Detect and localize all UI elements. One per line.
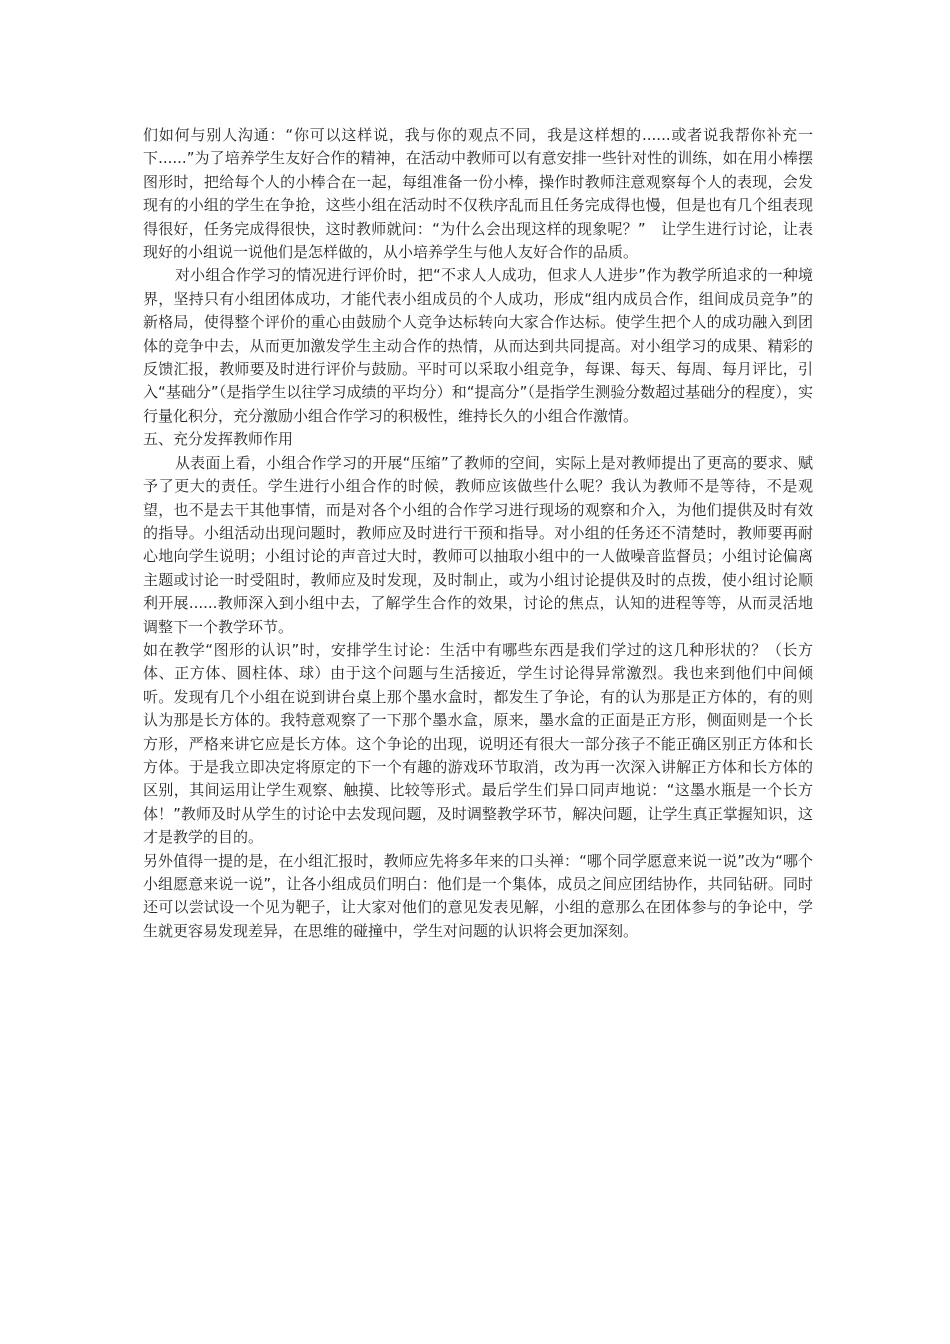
paragraph-group-report: 另外值得一提的是，在小组汇报时，教师应先将多年来的口头禅：“哪个同学愿意来说一说”改为“哪个小组愿意来说一说”，让各小组成员们明白：他们是一个集体，成员之间应团结协作，共同钻研。同时还可以尝试设一个见为靶子，让大家对他们的意见发表见解，小组的意那么在团体参与的争论中，学生就更容易发现差异，在思维的碰撞中，学生对问题的认识将会更加深刻。 bbox=[143, 851, 813, 940]
paragraph-shape-example: 如在教学“图形的认识”时，安排学生讨论：生活中有哪些东西是我们学过的这几种形状的？（长方体、正方体、圆柱体、球）由于这个问题与生活接近，学生讨论得异常激烈。我也来到他们中间倾听。发现有几个小组在说到讲台桌上那个墨水盒时，都发生了争论，有的认为那是正方体的，有的则认为那是长方体的。我特意观察了一下那个墨水盒，原来，墨水盒的正面是正方形，侧面则是一个长方形，严格来讲它应是长方体。这个争论的出现，说明还有很大一部分孩子不能正确区别正方体和长方体。于是我立即决定将原定的下一个有趣的游戏环节取消，改为再一次深入讲解正方体和长方体的区别，其间运用让学生观察、触摸、比较等形式。最后学生们异口同声地说：“这墨水瓶是一个长方体！”教师及时从学生的讨论中去发现问题，及时调整教学环节，解决问题，让学生真正掌握知识，这才是教学的目的。 bbox=[143, 640, 813, 847]
paragraph-evaluation: 对小组合作学习的情况进行评价时，把“不求人人成功，但求人人进步”作为教学所追求的一种境界，坚持只有小组团体成功，才能代表小组成员的个人成功，形成“组内成员合作，组间成员竞争”的新格局，使得整个评价的重心由鼓励个人竞争达标转向大家合作达标。使学生把个人的成功融入到团体的竞争中去，从而更加激发学生主动合作的热情，从而达到共同提高。对小组学习的成果、精彩的反馈汇报，教师要及时进行评价与鼓励。平时可以采取小组竞争，每课、每天、每周、每月评比，引入“基础分”（是指学生以往学习成绩的平均分）和“提高分”（是指学生测验分数超过基础分的程度），实行量化积分，充分激励小组合作学习的积极性，维持长久的小组合作激情。 bbox=[143, 266, 813, 425]
paragraph-teacher-role: 从表面上看，小组合作学习的开展“压缩”了教师的空间，实际上是对教师提出了更高的要求、赋予了更大的责任。学生进行小组合作的时候，教师应该做些什么呢？我认为教师不是等待，不是观望，也不是去干其他事情，而是对各个小组的合作学习进行现场的观察和介入，为他们提供及时有效的指导。小组活动出现问题时，教师应及时进行干预和指导。对小组的任务还不清楚时，教师要再耐心地向学生说明；小组讨论的声音过大时，教师可以抽取小组中的一人做噪音监督员；小组讨论偏离主题或讨论一时受阻时，教师应及时发现，及时制止，或为小组讨论提供及时的点拨，使小组讨论顺利开展......教师深入到小组中去，了解学生合作的效果，讨论的焦点，认知的进程等等，从而灵活地调整下一个教学环节。 bbox=[143, 453, 813, 636]
document-body bbox=[143, 124, 813, 943]
paragraph-communication: 们如何与别人沟通：“你可以这样说，我与你的观点不同，我是这样想的......或者说我帮你补充一下......”为了培养学生友好合作的精神，在活动中教师可以有意安排一些针对性的训练，如在用小棒摆图形时，把给每个人的小棒合在一起，每组准备一份小棒，操作时教师注意观察每个人的表现，会发现有的小组的学生在争抢，这些小组在活动时不仅秩序乱而且任务完成得也慢，但是也有几个组表现得很好，任务完成得很快，这时教师就问：“为什么会出现这样的现象呢？” 让学生进行讨论，让表现好的小组说一说他们是怎样做的，从小培养学生与他人友好合作的品质。 bbox=[143, 126, 813, 262]
section-heading-teacher-role: 五、充分发挥教师作用 bbox=[143, 430, 294, 449]
